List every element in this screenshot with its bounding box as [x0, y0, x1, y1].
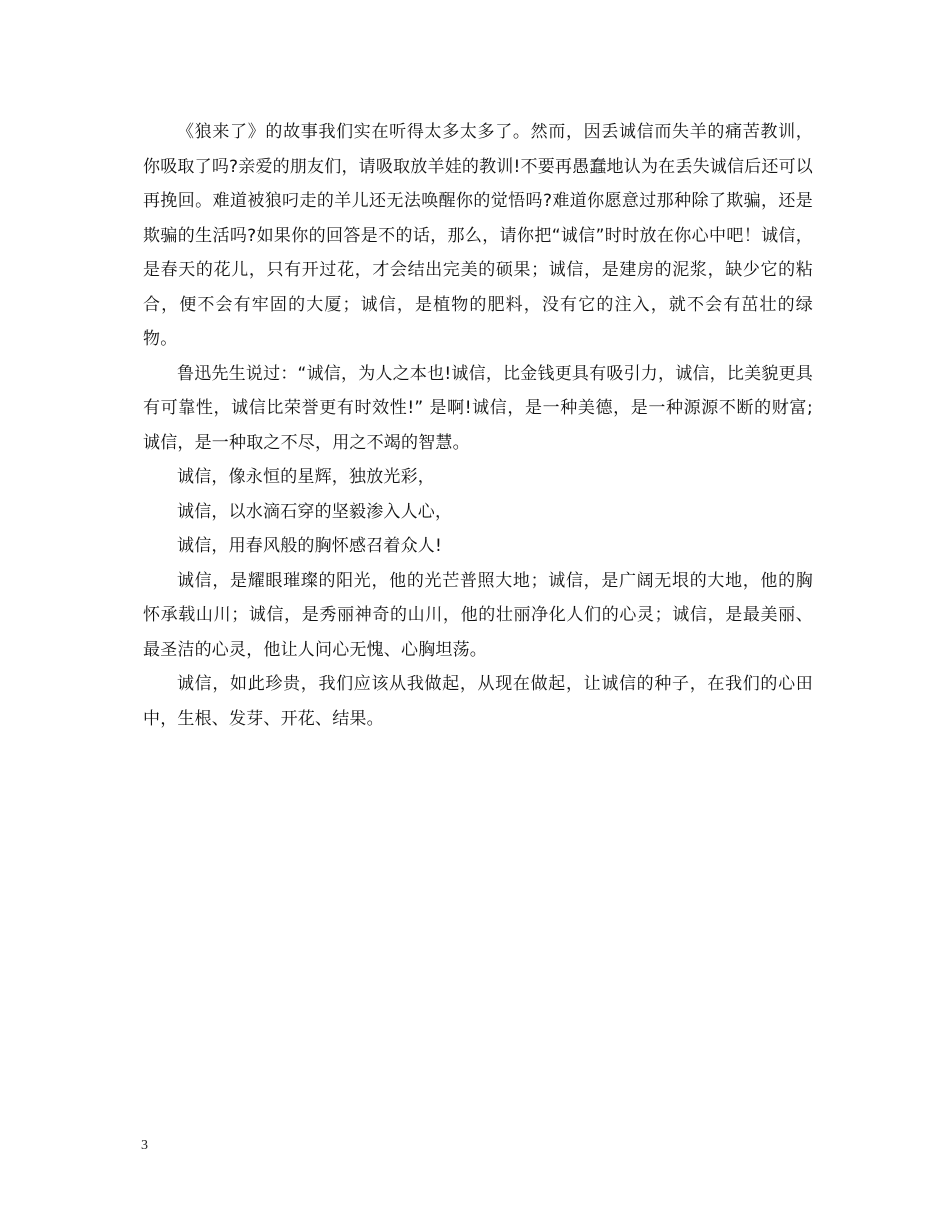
paragraph-luxun-quote: 鲁迅先生说过：“诚信，为人之本也!诚信，比金钱更具有吸引力，诚信，比美貌更具有可靠性，诚信比荣誉更有时效性!” 是啊!诚信，是一种美德，是一种源源不断的财富;诚信，是一种取之不尽，用之不竭的智慧。 [143, 363, 813, 453]
paragraph-conclusion: 诚信，如此珍贵，我们应该从我做起，从现在做起，让诚信的种子，在我们的心田中，生根、发芽、开花、结果。 [143, 674, 813, 729]
paragraph-wolf-story: 《狼来了》的故事我们实在听得太多太多了。然而，因丢诚信而失羊的痛苦教训，你吸取了吗?亲爱的朋友们，请吸取放羊娃的教训!不要再愚蠢地认为在丢失诚信后还可以再挽回。难道被狼叼走的羊儿还无法唤醒你的觉悟吗?难道你愿意过那种除了欺骗，还是欺骗的生活吗?如果你的回答是不的话，那么，请你把“诚信”时时放在你心中吧！诚信，是春天的花儿，只有开过花，才会结出完美的硕果；诚信，是建房的泥浆，缺少它的粘合，便不会有牢固的大厦；诚信，是植物的肥料，没有它的注入，就不会有茁壮的绿物。 [143, 122, 813, 349]
document-body [143, 115, 813, 736]
paragraph-water-drop: 诚信，以水滴石穿的坚毅渗入人心， [177, 501, 453, 522]
paragraph-starlight: 诚信，像永恒的星辉，独放光彩， [177, 467, 435, 487]
paragraph-spring-breeze: 诚信，用春风般的胸怀感召着众人! [177, 536, 443, 556]
paragraph-sunlight: 诚信，是耀眼璀璨的阳光，他的光芒普照大地；诚信，是广阔无垠的大地，他的胸怀承载山川；诚信，是秀丽神奇的山川，他的壮丽净化人们的心灵；诚信，是最美丽、最圣洁的心灵，他让人问心无愧、心胸坦荡。 [143, 570, 813, 660]
page-number: 3 [141, 1138, 148, 1153]
